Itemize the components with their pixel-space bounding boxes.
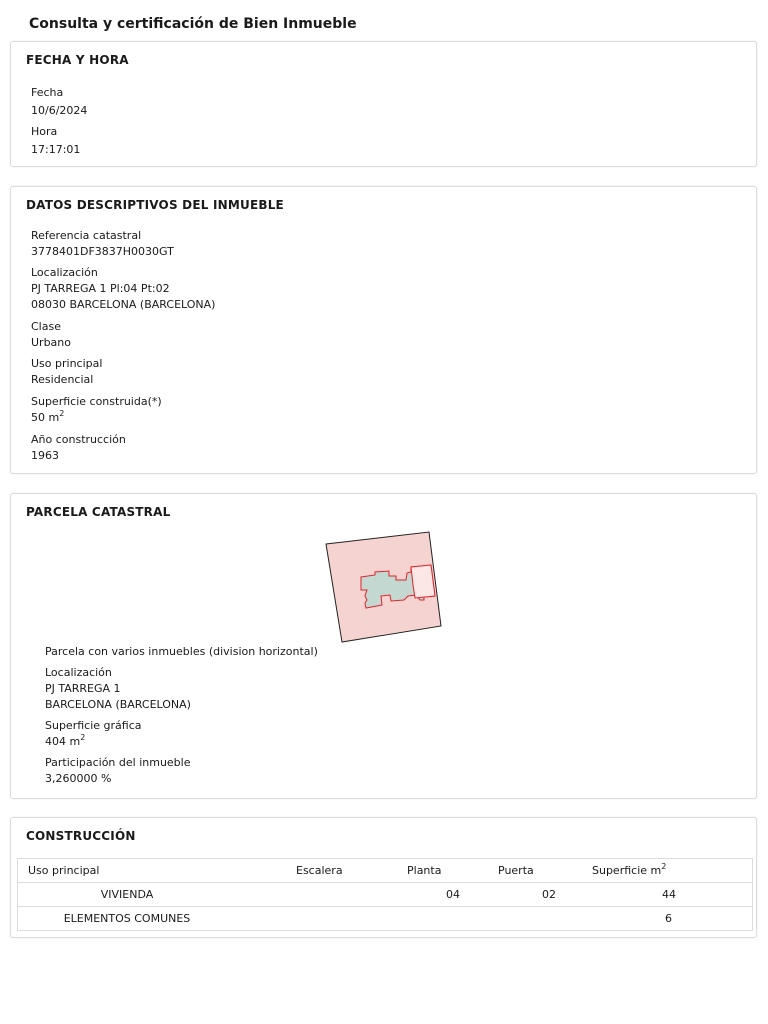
- construccion-heading: CONSTRUCCIÓN: [26, 829, 136, 843]
- datos-heading: DATOS DESCRIPTIVOS DEL INMUEBLE: [26, 198, 284, 212]
- clase-label: Clase: [31, 320, 61, 333]
- fecha-hora-heading: FECHA Y HORA: [26, 53, 129, 67]
- construccion-table: [17, 858, 753, 931]
- participacion-label: Participación del inmueble: [45, 756, 191, 769]
- referencia-field: [31, 228, 174, 260]
- col-uso-principal: Uso principal: [18, 859, 297, 883]
- row-escalera: [296, 883, 407, 907]
- parcela-descripcion: Parcela con varios inmuebles (division horizontal): [45, 645, 318, 658]
- col-superficie-sup: 2: [661, 862, 667, 871]
- hora-value: 17:17:01: [31, 143, 81, 156]
- hora-label: Hora: [31, 125, 58, 138]
- row-uso: VIVIENDA: [18, 883, 297, 907]
- parcela-superficie-sup: 2: [80, 733, 86, 742]
- col-puerta: Puerta: [498, 859, 592, 883]
- anio-label: Año construcción: [31, 433, 126, 446]
- row-superficie: 44: [592, 883, 753, 907]
- parcel-map-icon: [323, 530, 447, 648]
- row-uso: ELEMENTOS COMUNES: [18, 907, 297, 931]
- row-puerta: [498, 907, 592, 931]
- parcela-localizacion-line1: PJ TARREGA 1: [45, 682, 121, 695]
- fecha-label: Fecha: [31, 86, 64, 99]
- clase-value: Urbano: [31, 336, 71, 349]
- localizacion-label: Localización: [31, 266, 98, 279]
- parcela-heading: PARCELA CATASTRAL: [26, 505, 171, 519]
- col-superficie: Superficie $m^2$: [592, 859, 753, 883]
- parcela-superficie-value: 404 $m^2$: [45, 733, 86, 748]
- localizacion-line1: PJ TARREGA 1 Pl:04 Pt:02: [31, 282, 170, 295]
- anio-field: [31, 432, 126, 464]
- superficie-field: [31, 394, 162, 426]
- table-row: [18, 907, 753, 931]
- parcela-localizacion-line2: BARCELONA (BARCELONA): [45, 698, 191, 711]
- fecha-field: [31, 85, 87, 119]
- table-row: [18, 883, 753, 907]
- superficie-value: 50 $m^2$: [31, 409, 65, 424]
- fecha-hora-panel: [10, 41, 757, 167]
- localizacion-field: [31, 265, 215, 313]
- parcela-superficie-field: [45, 718, 142, 750]
- referencia-value: 3778401DF3837H0030GT: [31, 245, 174, 258]
- clase-field: [31, 319, 71, 351]
- superficie-unit-sup: 2: [59, 409, 65, 418]
- participacion-value: 3,260000 %: [45, 772, 112, 785]
- row-superficie: 6: [592, 907, 753, 931]
- page-title: Consulta y certificación de Bien Inmueble: [29, 16, 357, 32]
- parcela-localizacion-field: [45, 665, 191, 713]
- fecha-value: 10/6/2024: [31, 104, 88, 117]
- parcela-localizacion-label: Localización: [45, 666, 112, 679]
- parcela-catastral-panel: [10, 493, 757, 799]
- uso-field: [31, 356, 102, 388]
- col-planta: Planta: [407, 859, 498, 883]
- row-escalera: [296, 907, 407, 931]
- participacion-field: [45, 755, 191, 787]
- superficie-label: Superficie construida(*): [31, 395, 162, 408]
- uso-value: Residencial: [31, 373, 94, 386]
- row-planta: 04: [407, 883, 498, 907]
- datos-descriptivos-panel: [10, 186, 757, 474]
- uso-label: Uso principal: [31, 357, 103, 370]
- anio-value: 1963: [31, 449, 59, 462]
- hora-field: [31, 124, 80, 158]
- row-planta: [407, 907, 498, 931]
- table-header-row: [18, 859, 753, 883]
- parcela-descripcion-field: [45, 644, 318, 660]
- col-escalera: Escalera: [296, 859, 407, 883]
- adjacent-unit: [411, 565, 435, 598]
- parcela-superficie-label: Superficie gráfica: [45, 719, 142, 732]
- construccion-panel: [10, 817, 757, 938]
- localizacion-line2: 08030 BARCELONA (BARCELONA): [31, 298, 216, 311]
- row-puerta: 02: [498, 883, 592, 907]
- referencia-label: Referencia catastral: [31, 229, 142, 242]
